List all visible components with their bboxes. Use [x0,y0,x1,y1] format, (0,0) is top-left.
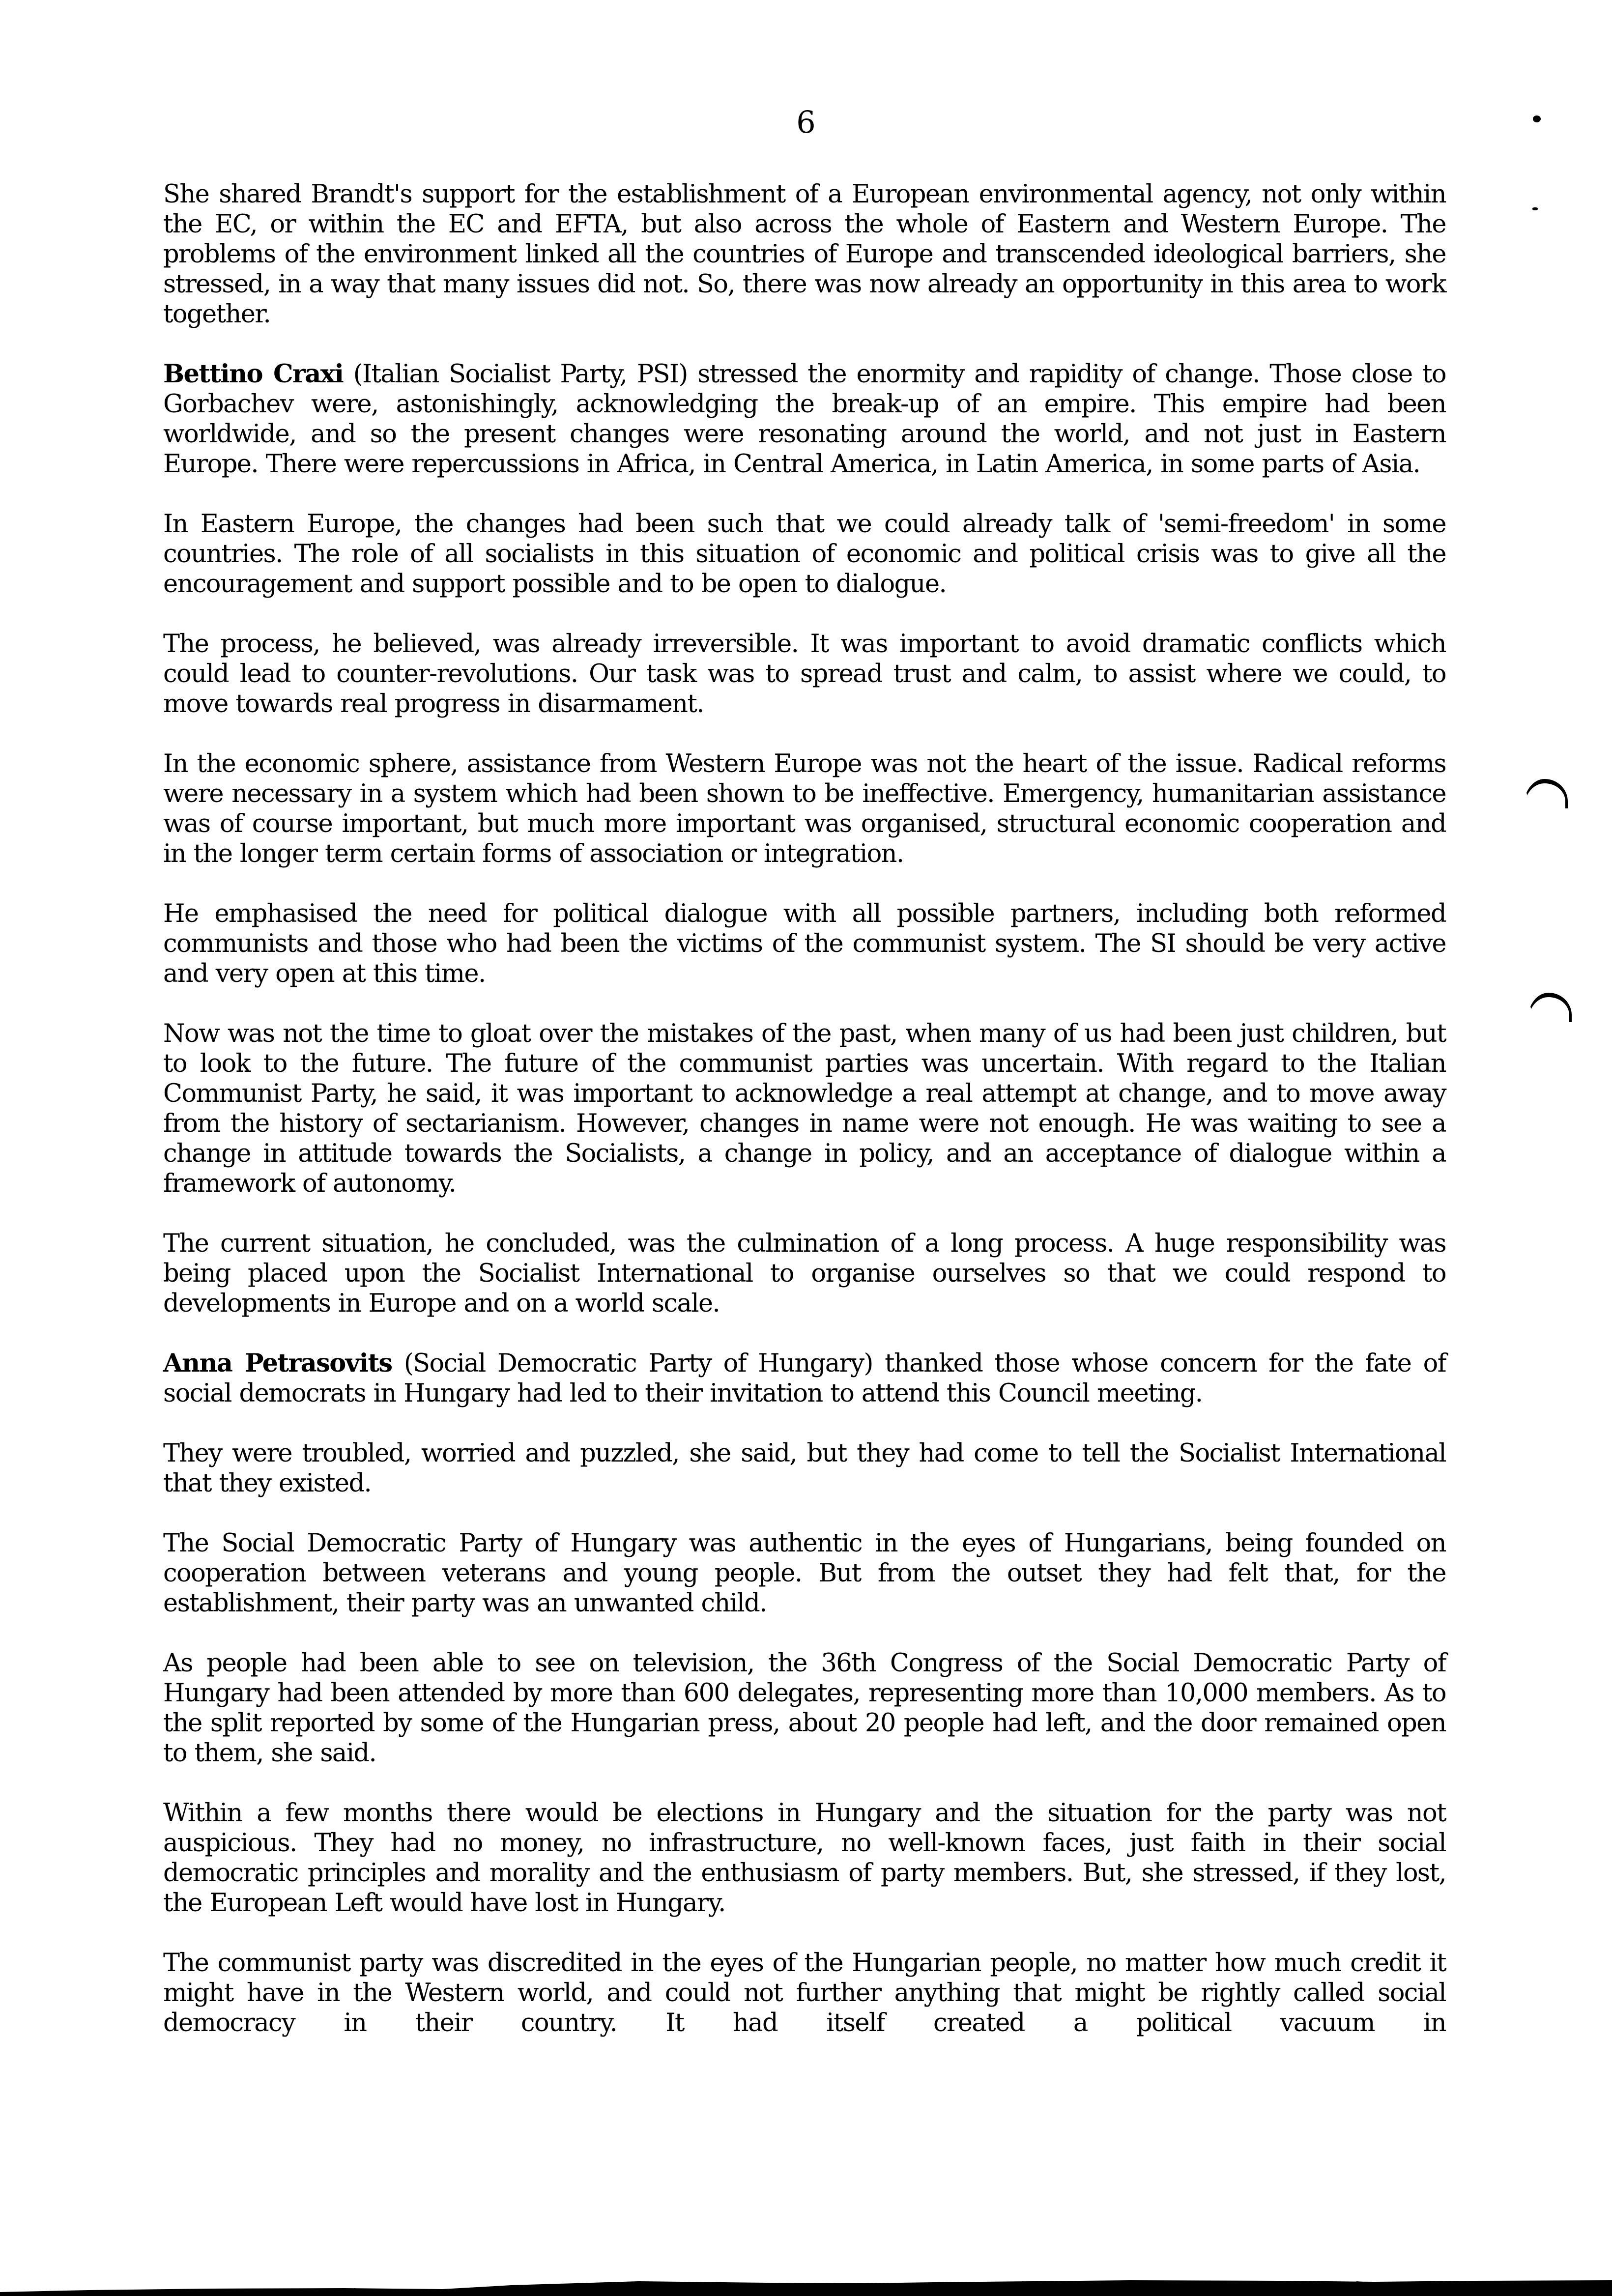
paragraph-text: The Social Democratic Party of Hungary was authentic in the eyes of Hungarians, being founded on cooperation between veterans and young people. But from the outset they had felt that, for the establishment, their party was an unwanted child. [163,1529,1446,1618]
speaker-name: Anna Petrasovits [163,1349,392,1378]
punch-hole-arc-icon [1527,993,1572,1022]
scan-dot-mark [1533,115,1541,122]
paragraph-text: She shared Brandt's support for the establishment of a European environmental agency, not only within the EC, or within the EC and EFTA, but also across the whole of Eastern and Western Europe. The problems of the environment linked all the countries of Europe and transcended ideological barriers, she stressed, in a way that many issues did not. So, there was now already an opportunity in this area to work together. [163,180,1446,329]
paragraph-text: Within a few months there would be elections in Hungary and the situation for the party was not auspicious. They had no money, no infrastructure, no well-known faces, just faith in their social democratic principles and morality and the enthusiasm of party members. But, she stressed, if they lost, the European Left would have lost in Hungary. [163,1799,1446,1918]
paragraph-text: (Italian Socialist Party, PSI) stressed the enormity and rapidity of change. Those close to Gorbachev were, astonishingly, acknowledging the break-up of an empire. This empire had been worldwide, and so the present changes were resonating around the world, and not just in Eastern Europe. There were repercussions in Africa, in Central America, in Latin America, in some parts of Asia. [163,360,1446,479]
paragraph-text: Now was not the time to gloat over the mistakes of the past, when many of us had been just children, but to look to the future. The future of the communist parties was uncertain. With regard to the Italian Communist Party, he said, it was important to acknowledge a real attempt at change, and to move away from the history of sectarianism. However, changes in name were not enough. He was waiting to see a change in attitude towards the Socialists, a change in policy, and an acceptance of dialogue within a framework of autonomy. [163,1019,1446,1198]
punch-hole-arc-icon [1524,779,1568,808]
speaker-name: Bettino Craxi [163,359,344,389]
paragraph-speaker-petrasovits [163,1349,1446,1408]
paragraph-text: In the economic sphere, assistance from Western Europe was not the heart of the issue. Radical reforms were necessary in a system which had been shown to be ineffective. Emergency, humanitarian assistance was of course important, but much more important was organised, structural economic cooperation and in the longer term certain forms of association or integration. [163,749,1446,868]
paragraph-text: (Social Democratic Party of Hungary) thanked those whose concern for the fate of social democrats in Hungary had led to their invitation to attend this Council meeting. [163,1349,1446,1408]
paragraph [163,509,1446,599]
paragraph [163,1019,1446,1199]
paragraph [163,1528,1446,1618]
paragraph-text: The current situation, he concluded, was the culmination of a long process. A huge responsibility was being placed upon the Socialist International to organise ourselves so that we could respond to developments in Europe and on a world scale. [163,1229,1446,1318]
paragraph [163,1648,1446,1768]
scan-bottom-edge [0,2280,1612,2296]
document-body [163,179,1446,2068]
scan-dot-mark [1532,207,1538,210]
paragraph-text: They were troubled, worried and puzzled, she said, but they had come to tell the Socialist International that they existed. [163,1439,1446,1498]
paragraph [163,749,1446,869]
paragraph-text: The communist party was discredited in the eyes of the Hungarian people, no matter how much credit it might have in the Western world, and could not further anything that might be rightly called social democracy in their country. It had itself created a political vacuum in [163,1949,1446,2038]
paragraph-continues [163,1948,1446,2038]
paragraph [163,899,1446,989]
page-number: 6 [796,104,816,140]
paragraph-text: He emphasised the need for political dialogue with all possible partners, including both reformed communists and those who had been the victims of the communist system. The SI should be very active and very open at this time. [163,899,1446,988]
paragraph [163,179,1446,329]
paragraph [163,1438,1446,1498]
paragraph-speaker-craxi [163,359,1446,479]
paragraph-text: In Eastern Europe, the changes had been such that we could already talk of 'semi-freedom' in some countries. The role of all socialists in this situation of economic and political crisis was to give all the encouragement and support possible and to be open to dialogue. [163,510,1446,599]
paragraph [163,629,1446,719]
paragraph-text: The process, he believed, was already irreversible. It was important to avoid dramatic conflicts which could lead to counter-revolutions. Our task was to spread trust and calm, to assist where we could, to move towards real progress in disarmament. [163,630,1446,718]
paragraph [163,1229,1446,1319]
paragraph-text: As people had been able to see on television, the 36th Congress of the Social Democratic Party of Hungary had been attended by more than 600 delegates, representing more than 10,000 members. As to the split reported by some of the Hungarian press, about 20 people had left, and the door remained open to them, she said. [163,1649,1446,1768]
paragraph [163,1798,1446,1918]
